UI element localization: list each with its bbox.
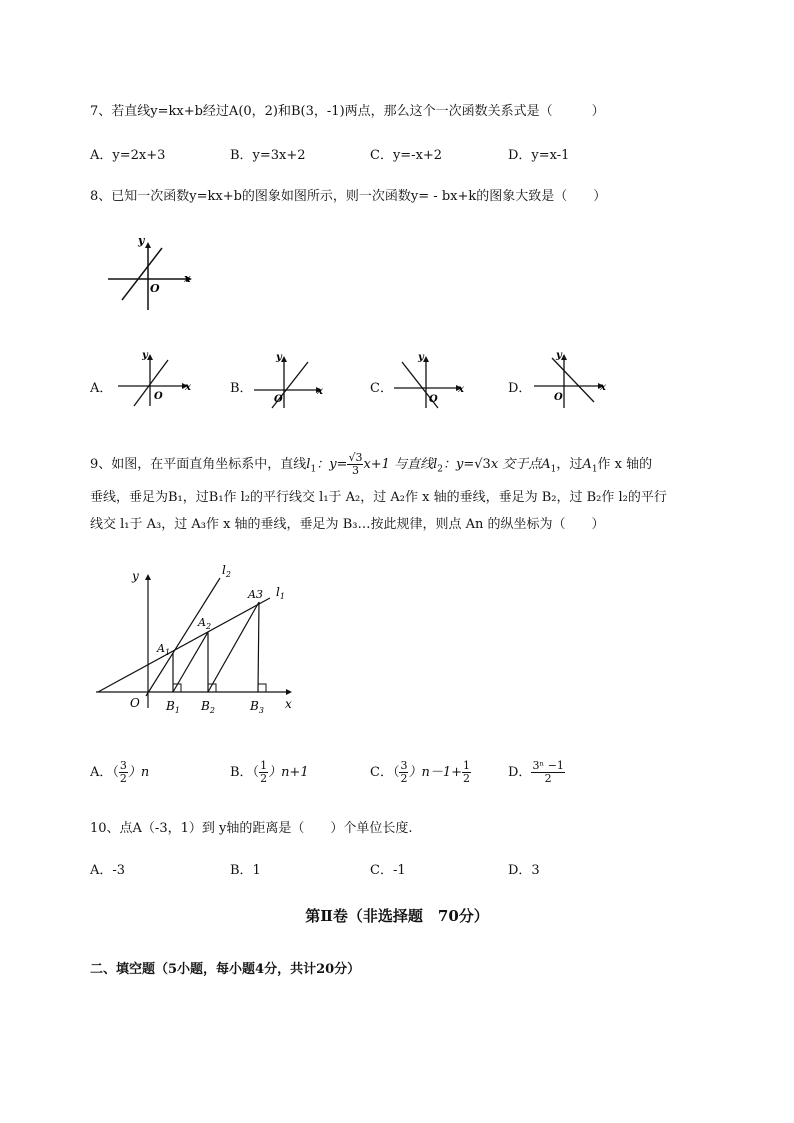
svg-text:A1: $A_1$ [157,642,171,657]
svg-text:O: O [554,392,563,403]
svg-text:l1: $l_1$ [276,585,285,601]
q8-stem: 8、已知一次函数y=kx+b的图象如图所示，则一次函数y= - bx+k的图象大致是（ ） [90,189,607,204]
line-l2 [146,578,220,696]
svg-text:x: x [185,382,191,393]
svg-text:y: y [418,352,424,363]
q8-option-a-graph [112,348,194,410]
parallel-b2-a3 [208,602,259,692]
svg-text:y: y [276,352,282,363]
svg-text:y: y [132,569,139,583]
right-angle-b3 [258,684,266,692]
q10-option-d: D．3 [508,863,540,878]
q10-option-b: B．1 [230,863,261,878]
svg-text:A2: $A_2$ [198,616,212,631]
q9-option-d: D． $\frac{\text{3ⁿ −1}}{2}$ [508,759,564,785]
q8-option-c-graph [388,348,470,410]
svg-text:x: x [458,384,464,395]
q10-option-c: C．-1 [370,863,406,878]
section-subtitle: 二、填空题（5小题，每小题4分，共计20分） [90,962,361,977]
q9-line2: 垂线，垂足为B₁，过B₁作 l₂的平行线交 l₁于 A₂，过 A₂作 x 轴的垂线，垂足为 B₂，过 B₂作 l₂的平行 [90,490,667,505]
q7-option-b: B．y=3x+2 [230,148,306,163]
q9-figure [92,558,304,718]
q9-option-c: C．（ $\frac{3}{2}$ ）n－1+ $\frac{1}{2}$ [370,759,470,785]
origin-label: O [150,282,160,295]
q7-option-d: D．y=x-1 [508,148,570,163]
q9-option-b: B．（ $\frac{1}{2}$ ）n+1 [230,759,309,785]
svg-text:x: x [317,386,323,397]
svg-text:x: x [600,382,606,393]
line-l1 [98,598,270,692]
svg-text:A3: A3 [248,588,263,601]
section-title: 第Ⅱ卷（非选择题 70分） [305,907,489,925]
q9-line1: 9、如图，在平面直角坐标系中，直线$l_1$：y= $\frac{√3}{3}$ x+1 与直线$l_2$：y=√3x 交于点$A_1$，过$A_1$作 x 轴的 [90,451,653,477]
svg-text:O: O [429,394,438,405]
svg-text:y: y [556,350,562,361]
q8-option-b-graph [250,348,332,410]
q8-option-d-graph [530,348,612,410]
q9-line3: 线交 l₁于 A₃，过 A₃作 x 轴的垂线，垂足为 B₃…按此规律，则点 An 的纵坐标为（ ） [90,517,605,532]
q9-option-a: A．（ $\frac{3}{2}$ ）n [90,759,150,785]
y-label: y [138,234,145,247]
svg-text:B3: $B_3$ [250,699,264,715]
q7-stem: 7、若直线y=kx+b经过A(0，2)和B(3，-1)两点，那么这个一次函数关系式是（ ） [90,104,605,119]
q10-stem: 10、点A（-3，1）到 y轴的距离是（ ）个单位长度. [90,821,413,836]
q7-option-a: A．y=2x+3 [90,148,166,163]
svg-text:O: O [130,696,140,710]
svg-text:B1: $B_1$ [166,699,180,715]
x-label: x [184,272,191,285]
svg-text:y: y [142,350,148,361]
svg-text:B2: $B_2$ [201,699,215,715]
q10-option-a: A．-3 [90,863,126,878]
q8-option-d-label: D． [508,381,532,396]
svg-text:l2: $l_2$ [222,563,231,579]
vertical-a3-b3 [258,602,259,692]
q8-main-graph [100,232,200,314]
y-axis-arrow [145,242,151,248]
svg-text:O: O [154,391,163,402]
svg-text:x: x [285,697,292,711]
q8-option-c-label: C． [370,381,393,396]
svg-text:O: O [274,394,283,405]
q8-option-a-label: A． [90,381,113,396]
q8-option-b-label: B． [230,381,253,396]
frac-sqrt3-over-3: $\frac{√3}{3}$ [348,451,363,477]
q7-option-c: C．y=-x+2 [370,148,443,163]
